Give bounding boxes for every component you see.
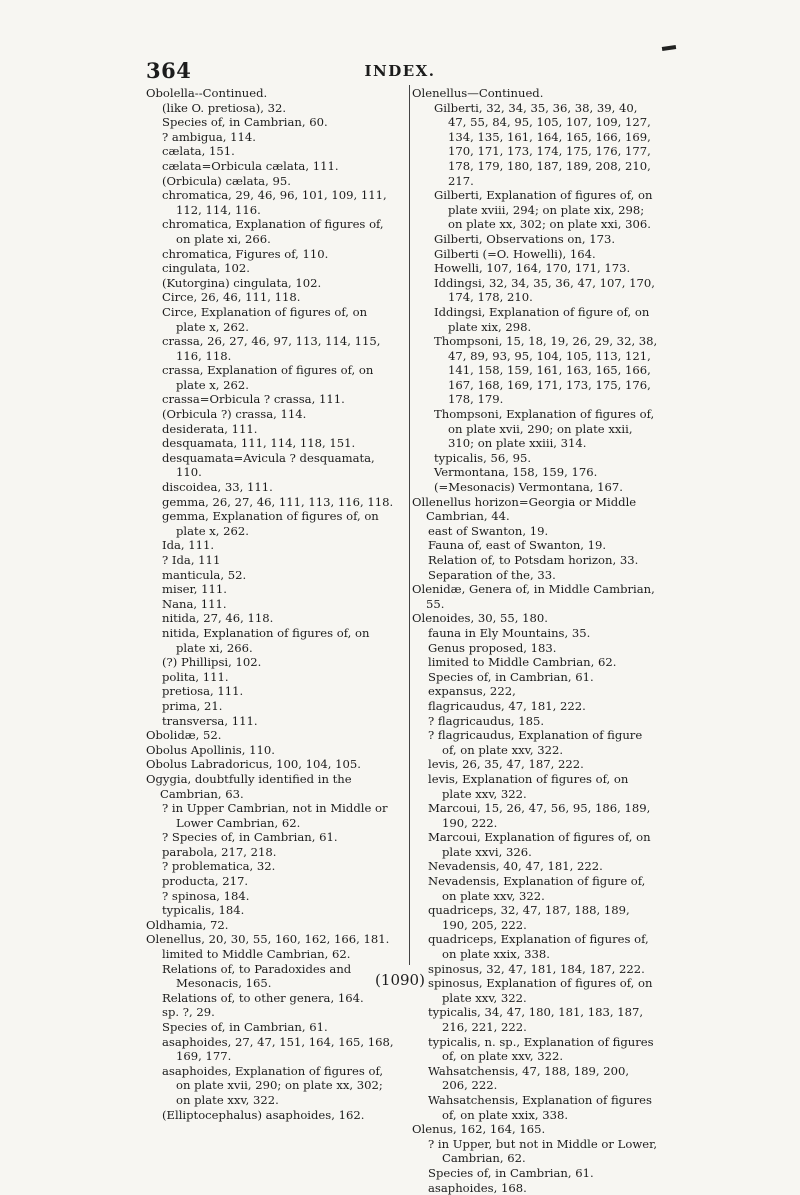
index-entry: ? flagricaudus, Explanation of figure of, on plate xxv, 322. (428, 728, 643, 757)
index-entry: producta, 217. (162, 874, 249, 889)
index-entry: Gilberti (=O. Howelli), 164. (434, 246, 596, 261)
index-entry: Relations of, to Paradoxides and Mesonacis, 165. (162, 961, 352, 991)
index-entry: expansus, 222, (428, 684, 516, 699)
index-entry: Circe, Explanation of figures of, on plate x, 262. (162, 304, 368, 334)
index-entry: miser, 111. (162, 582, 227, 597)
index-entry: typicalis, 56, 95. (434, 450, 532, 465)
index-entry: gemma, 26, 27, 46, 111, 113, 116, 118. (162, 494, 394, 509)
index-entry: Olenus, 162, 164, 165. (412, 1122, 546, 1137)
index-entry: pretiosa, 111. (162, 684, 244, 699)
index-entry: Relations of, to other genera, 164. (162, 990, 364, 1005)
index-entry: desquamata=Avicula ? desquamata, 110. (162, 450, 375, 480)
index-entry: Obolidæ, 52. (146, 728, 222, 743)
index-entry: limited to Middle Cambrian, 62. (162, 947, 351, 962)
index-entry: (?) Phillipsi, 102. (162, 655, 262, 670)
index-entry: ? Ida, 111 (162, 553, 221, 567)
index-entry: ? Species of, in Cambrian, 61. (162, 830, 338, 845)
index-entry: Thompsoni, Explanation of figures of, on plate xvii, 290; on plate xxii, 310; on plate xxiii, 314. (434, 407, 655, 451)
sheet-number: (1090) (375, 971, 425, 989)
index-entry: spinosus, 32, 47, 181, 184, 187, 222. (428, 961, 645, 976)
right-index-column (412, 86, 658, 1195)
index-entry: (Elliptocephalus) asaphoides, 162. (162, 1107, 365, 1122)
running-head: INDEX. (364, 62, 436, 80)
index-entry: Species of, in Cambrian, 60. (162, 115, 328, 130)
index-entry: Obolella--Continued. (146, 86, 268, 100)
index-entry: quadriceps, 32, 47, 187, 188, 189, 190, 205, 222. (428, 903, 630, 932)
index-entry: levis, Explanation of figures of, on plate xxv, 322. (428, 771, 629, 801)
index-entry: crassa, 26, 27, 46, 97, 113, 114, 115, 116, 118. (162, 334, 381, 363)
index-entry: crassa, Explanation of figures of, on plate x, 262. (162, 363, 374, 392)
index-entry: Marcoui, 15, 26, 47, 56, 95, 186, 189, 190, 222. (428, 801, 651, 830)
index-entry: Nana, 111. (162, 596, 227, 611)
index-entry: ? spinosa, 184. (162, 888, 250, 903)
index-entry: ? in Upper, but not in Middle or Lower, Cambrian, 62. (428, 1136, 658, 1166)
index-entry: asaphoides, Explanation of figures of, on plate xvii, 290; on plate xx, 302; on plate xxv, 322. (162, 1063, 384, 1107)
left-index-column (146, 86, 398, 1122)
index-entry: Gilberti, Observations on, 173. (434, 231, 616, 246)
index-entry: ? in Upper Cambrian, not in Middle or Lower Cambrian, 62. (162, 801, 388, 830)
index-entry: nitida, 27, 46, 118. (162, 611, 274, 626)
index-entry: sp. ?, 29. (162, 1005, 215, 1020)
index-entry: chromatica, Figures of, 110. (162, 246, 329, 261)
index-entry: Nevadensis, 40, 47, 181, 222. (428, 859, 603, 874)
index-entry: asaphoides, 168. (428, 1180, 527, 1195)
index-entry: cingulata, 102. (162, 261, 250, 276)
index-entry: Ida, 111. (162, 538, 215, 553)
index-entry: Olenellus—Continued. (412, 86, 544, 100)
index-entry: transversa, 111. (162, 713, 258, 728)
index-entry: Gilberti, 32, 34, 35, 36, 38, 39, 40, 47, 55, 84, 95, 105, 107, 109, 127, 134, 135, 161, 164, 165, 166, 169, 170, 171, 173, 174, 175, 176, 177, 178, 179, 180, 187, 189, 208, 210, 217. (434, 100, 651, 188)
index-entry: flagricaudus, 47, 181, 222. (428, 698, 586, 713)
index-entry: crassa=Orbicula ? crassa, 111. (162, 392, 345, 407)
index-entry: Relation of, to Potsdam horizon, 33. (428, 553, 639, 567)
index-entry: discoidea, 33, 111. (162, 480, 273, 495)
index-entry: Fauna of, east of Swanton, 19. (428, 538, 607, 553)
index-entry: Nevadensis, Explanation of figure of, on plate xxv, 322. (428, 874, 646, 903)
index-entry: Olenellus, 20, 30, 55, 160, 162, 166, 181. (146, 932, 390, 947)
index-entry: Iddingsi, 32, 34, 35, 36, 47, 107, 170, 174, 178, 210. (434, 275, 655, 305)
corner-mark (662, 45, 676, 51)
index-entry: (Orbicula ?) crassa, 114. (162, 407, 307, 422)
index-entry: Genus proposed, 183. (428, 640, 557, 655)
index-entry: chromatica, 29, 46, 96, 101, 109, 111, 112, 114, 116. (162, 188, 387, 217)
index-entry: (Orbicula) cælata, 95. (162, 173, 291, 188)
index-entry: cælata=Orbicula cælata, 111. (162, 158, 339, 173)
index-entry: ? flagricaudus, 185. (428, 713, 545, 728)
index-entry: typicalis, 184. (162, 903, 245, 918)
index-entry: polita, 111. (162, 669, 229, 684)
index-entry: ? problematica, 32. (162, 859, 276, 874)
index-entry: (Kutorgina) cingulata, 102. (162, 275, 322, 290)
index-entry: cælata, 151. (162, 144, 235, 159)
index-entry: spinosus, Explanation of figures of, on plate xxv, 322. (428, 976, 653, 1005)
index-entry: typicalis, 34, 47, 180, 181, 183, 187, 216, 221, 222. (428, 1005, 644, 1034)
page-number: 364 (146, 58, 192, 83)
index-entry: Separation of the, 33. (428, 567, 556, 582)
index-entry: desquamata, 111, 114, 118, 151. (162, 436, 356, 451)
index-entry: manticula, 52. (162, 567, 247, 582)
index-entry: parabola, 217, 218. (162, 844, 277, 859)
index-entry: prima, 21. (162, 698, 223, 713)
index-entry: Circe, 26, 46, 111, 118. (162, 290, 301, 305)
index-entry: ? ambigua, 114. (162, 129, 256, 144)
column-divider (409, 85, 410, 965)
index-entry: Olenoides, 30, 55, 180. (412, 611, 548, 626)
index-entry: asaphoides, 27, 47, 151, 164, 165, 168, 169, 177. (162, 1034, 394, 1064)
index-entry: Obolus Apollinis, 110. (146, 742, 275, 757)
index-entry: Obolus Labradoricus, 100, 104, 105. (146, 757, 361, 772)
index-entry: gemma, Explanation of figures of, on plate x, 262. (162, 509, 379, 538)
index-entry: Species of, in Cambrian, 61. (162, 1020, 328, 1034)
index-entry: Wahsatchensis, 47, 188, 189, 200, 206, 222. (428, 1063, 630, 1093)
index-entry: desiderata, 111. (162, 421, 258, 436)
index-entry: quadriceps, Explanation of figures of, on plate xxix, 338. (428, 932, 649, 962)
index-entry: Ogygia, doubtfully identified in the Cambrian, 63. (146, 771, 352, 801)
index-entry: Vermontana, 158, 159, 176. (434, 465, 598, 480)
index-entry: Species of, in Cambrian, 61. (428, 1165, 594, 1180)
index-entry: Oldhamia, 72. (146, 917, 229, 932)
index-entry: Thompsoni, 15, 18, 19, 26, 29, 32, 38, 47, 89, 93, 95, 104, 105, 113, 121, 141, 158, 159, 161, 163, 165, 166, 167, 168, 169, 171, 173, 175, 176, 178, 179. (434, 334, 658, 407)
index-entry: typicalis, n. sp., Explanation of figures of, on plate xxv, 322. (428, 1034, 654, 1064)
index-entry: Wahsatchensis, Explanation of figures of, on plate xxix, 338. (428, 1092, 652, 1122)
index-entry: Howelli, 107, 164, 170, 171, 173. (434, 261, 631, 276)
index-entry: east of Swanton, 19. (428, 523, 549, 538)
index-entry: levis, 26, 35, 47, 187, 222. (428, 757, 584, 772)
index-entry: fauna in Ely Mountains, 35. (428, 625, 591, 640)
index-entry: Species of, in Cambrian, 61. (428, 669, 594, 684)
index-entry: Gilberti, Explanation of figures of, on plate xviii, 294; on plate xix, 298; on plate xx, 302; on plate xxi, 306. (434, 188, 653, 232)
index-entry: Ollenellus horizon=Georgia or Middle Cambrian, 44. (412, 494, 637, 524)
index-entry: Olenidæ, Genera of, in Middle Cambrian, 55. (412, 582, 655, 611)
index-entry: (like O. pretiosa), 32. (162, 100, 287, 115)
index-entry: (=Mesonacis) Vermontana, 167. (434, 480, 623, 495)
index-entry: limited to Middle Cambrian, 62. (428, 655, 617, 670)
index-entry: Iddingsi, Explanation of figure of, on plate xix, 298. (434, 304, 650, 334)
index-entry: nitida, Explanation of figures of, on plate xi, 266. (162, 625, 370, 655)
index-entry: chromatica, Explanation of figures of, on plate xi, 266. (162, 217, 384, 246)
index-entry: Marcoui, Explanation of figures of, on plate xxvi, 326. (428, 830, 651, 859)
